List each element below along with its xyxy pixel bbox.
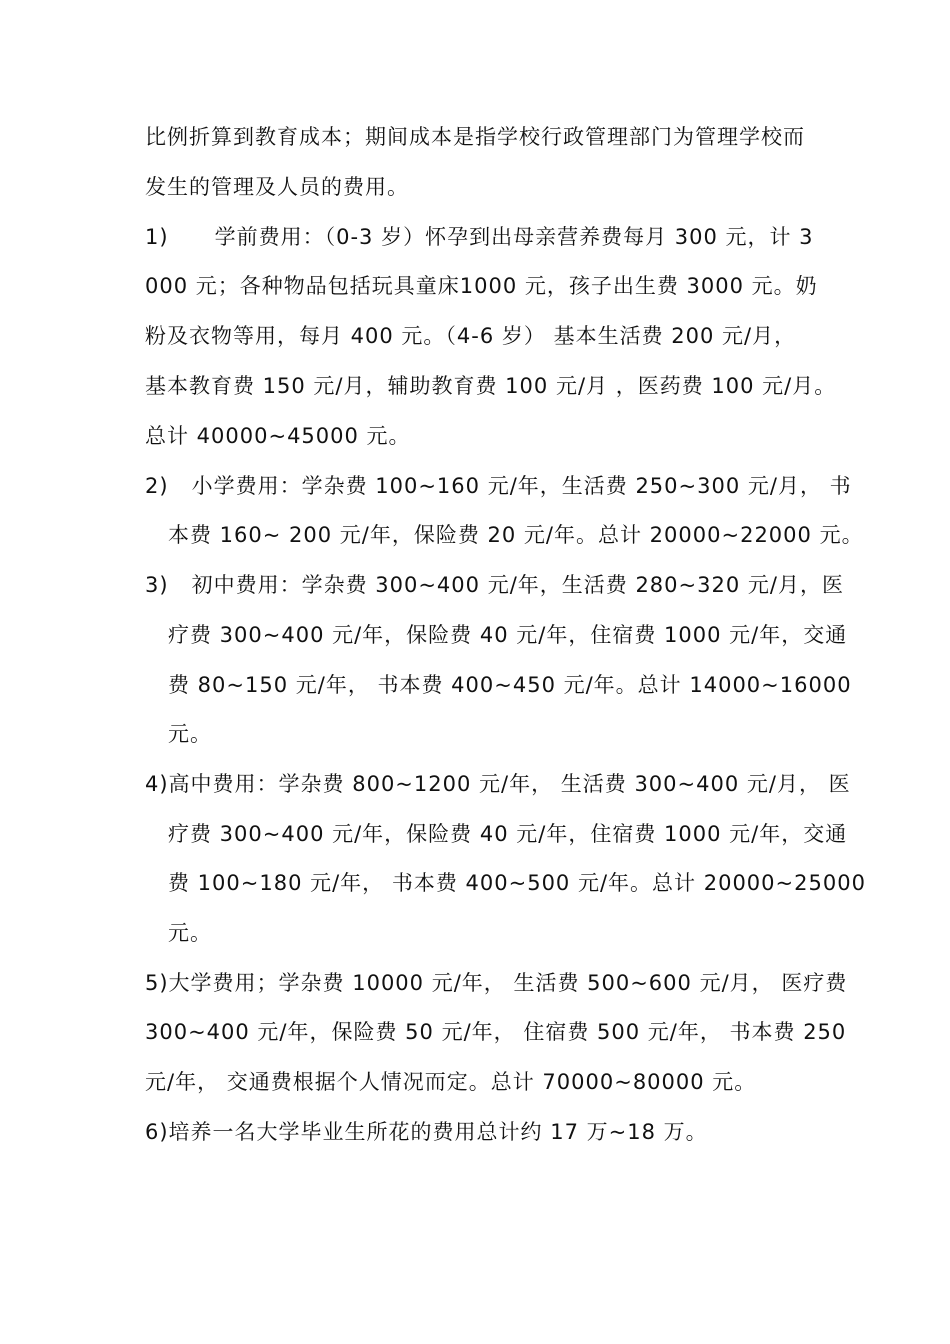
list-item-high-school-total-unit: 元。	[168, 921, 212, 945]
list-item-middle-school-costs-continued: 疗费 300~400 元/年，保险费 40 元/年，住宿费 1000 元/年，交通	[168, 623, 848, 647]
list-item-preschool-total: 总计 40000~45000 元。	[145, 424, 411, 448]
list-item-university-total: 元/年， 交通费根据个人情况而定。总计 70000~80000 元。	[145, 1070, 757, 1094]
list-item-middle-school-costs-continued: 费 80~150 元/年， 书本费 400~450 元/年。总计 14000~16000	[168, 673, 852, 697]
paragraph-line: 发生的管理及人员的费用。	[145, 175, 409, 199]
list-item-preschool-costs-continued: 基本教育费 150 元/月，辅助教育费 100 元/月 ，医药费 100 元/月。	[145, 374, 837, 398]
paragraph-line: 比例折算到教育成本；期间成本是指学校行政管理部门为管理学校而	[145, 125, 805, 149]
list-item-primary-school-costs: 2) 小学费用：学杂费 100~160 元/年，生活费 250~300 元/月， 书	[145, 474, 852, 498]
list-item-primary-school-total: 本费 160~ 200 元/年，保险费 20 元/年。总计 20000~22000 元。	[168, 523, 864, 547]
list-item-middle-school-costs: 3) 初中费用：学杂费 300~400 元/年，生活费 280~320 元/月，医	[145, 573, 844, 597]
list-item-university-costs: 5)大学费用；学杂费 10000 元/年， 生活费 500~600 元/月， 医疗费	[145, 971, 848, 995]
list-item-overall-total: 6)培养一名大学毕业生所花的费用总计约 17 万~18 万。	[145, 1120, 708, 1144]
list-item-high-school-costs: 4)高中费用：学杂费 800~1200 元/年， 生活费 300~400 元/月， 医	[145, 772, 851, 796]
list-item-preschool-costs: 1) 学前费用：（0-3 岁）怀孕到出母亲营养费每月 300 元，计 3	[145, 225, 814, 249]
list-item-preschool-costs-continued: 粉及衣物等用，每月 400 元。（4-6 岁） 基本生活费 200 元/月，	[145, 324, 797, 348]
list-item-middle-school-total-unit: 元。	[168, 722, 212, 746]
list-item-high-school-costs-continued: 费 100~180 元/年， 书本费 400~500 元/年。总计 20000~25000	[168, 871, 866, 895]
list-item-university-costs-continued: 300~400 元/年，保险费 50 元/年， 住宿费 500 元/年， 书本费 250	[145, 1020, 847, 1044]
list-item-high-school-costs-continued: 疗费 300~400 元/年，保险费 40 元/年，住宿费 1000 元/年，交通	[168, 822, 848, 846]
list-item-preschool-costs-continued: 000 元；各种物品包括玩具童床1000 元，孩子出生费 3000 元。奶	[145, 274, 818, 298]
